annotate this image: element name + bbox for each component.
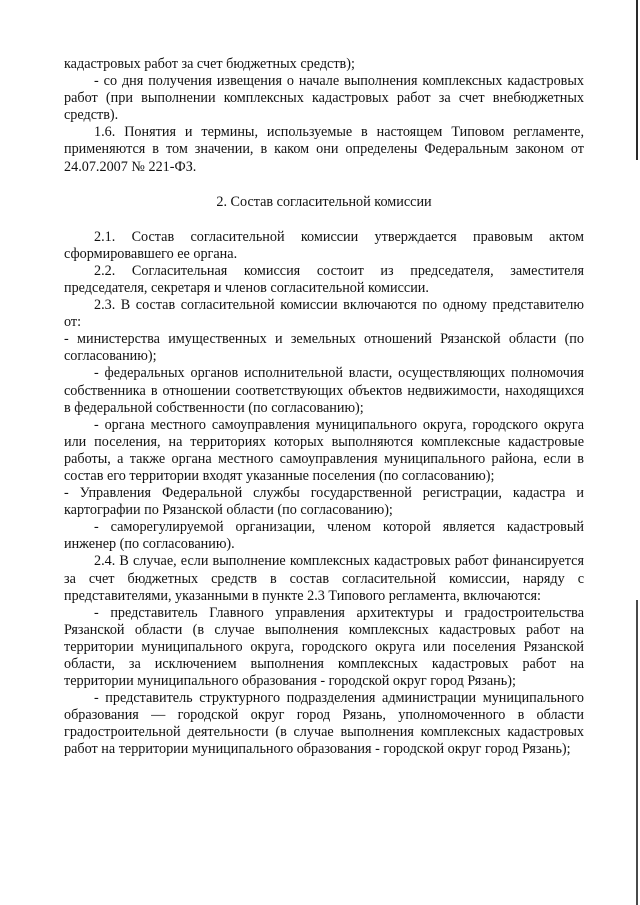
scan-edge-line bbox=[636, 0, 638, 160]
paragraph-continuation: кадастровых работ за счет бюджетных средств); bbox=[64, 56, 355, 72]
list-item-architecture: - представитель Главного управления архитектуры и градостроительства Рязанской области (в случае выполнения комплексных кадастровых работ на территории муниципального округа, городского округа или поселения Рязанской области, за исключением выполнения комплексных кадастровых работ на территории муниципального образования - городской округ город Рязань); bbox=[64, 604, 584, 690]
document-body bbox=[64, 56, 584, 759]
paragraph-bullet-extrabudget: - со дня получения извещения о начале выполнения комплексных кадастровых работ (при выполнении комплексных кадастровых работ за счет внебюджетных средств). bbox=[64, 73, 584, 124]
list-item-ryazan-admin: - представитель структурного подразделения администрации муниципального образования — городской округ город Рязань, уполномоченного в области градостроительной деятельности (в случае выполнения комплексных кадастровых работ на территории муниципального образования - городской округ город Рязань); bbox=[64, 690, 584, 758]
list-item-rosreestr: - Управления Федеральной службы государственной регистрации, кадастра и картографии по Рязанской области (по согласованию); bbox=[64, 485, 584, 519]
list-item-federal-bodies: - федеральных органов исполнительной власти, осуществляющих полномочия собственника в отношении соответствующих объектов недвижимости, находящихся в федеральной собственности (по согласованию); bbox=[64, 365, 584, 416]
scan-edge-line-lower bbox=[636, 600, 638, 905]
paragraph-2-3: 2.3. В состав согласительной комиссии включаются по одному представителю от: bbox=[64, 297, 584, 331]
paragraph-2-1: 2.1. Состав согласительной комиссии утверждается правовым актом сформировавшего ее органа. bbox=[64, 228, 584, 262]
section-title: 2. Состав согласительной комиссии bbox=[216, 193, 432, 210]
list-item-local-government: - органа местного самоуправления муниципального округа, городского округа или поселения, на территориях которых выполняются комплексные кадастровые работы, а также органа местного самоуправления муниципального района, если в состав его территории входят указанные поселения (по согласованию); bbox=[64, 416, 584, 484]
paragraph-1-6: 1.6. Понятия и термины, используемые в настоящем Типовом регламенте, применяются в том значении, в каком они определены Федеральным законом от 24.07.2007 № 221-ФЗ. bbox=[64, 124, 584, 175]
paragraph-2-2: 2.2. Согласительная комиссия состоит из председателя, заместителя председателя, секретаря и членов согласительной комиссии. bbox=[64, 262, 584, 296]
paragraph-2-4: 2.4. В случае, если выполнение комплексных кадастровых работ финансируется за счет бюджетных средств в состав согласительной комиссии, наряду с представителями, указанными в пункте 2.3 Типового регламента, включаются: bbox=[64, 553, 584, 604]
list-item-ministry: - министерства имущественных и земельных отношений Рязанской области (по согласованию); bbox=[64, 331, 584, 365]
list-item-sro: - саморегулируемой организации, членом которой является кадастровый инженер (по согласованию). bbox=[64, 519, 584, 553]
